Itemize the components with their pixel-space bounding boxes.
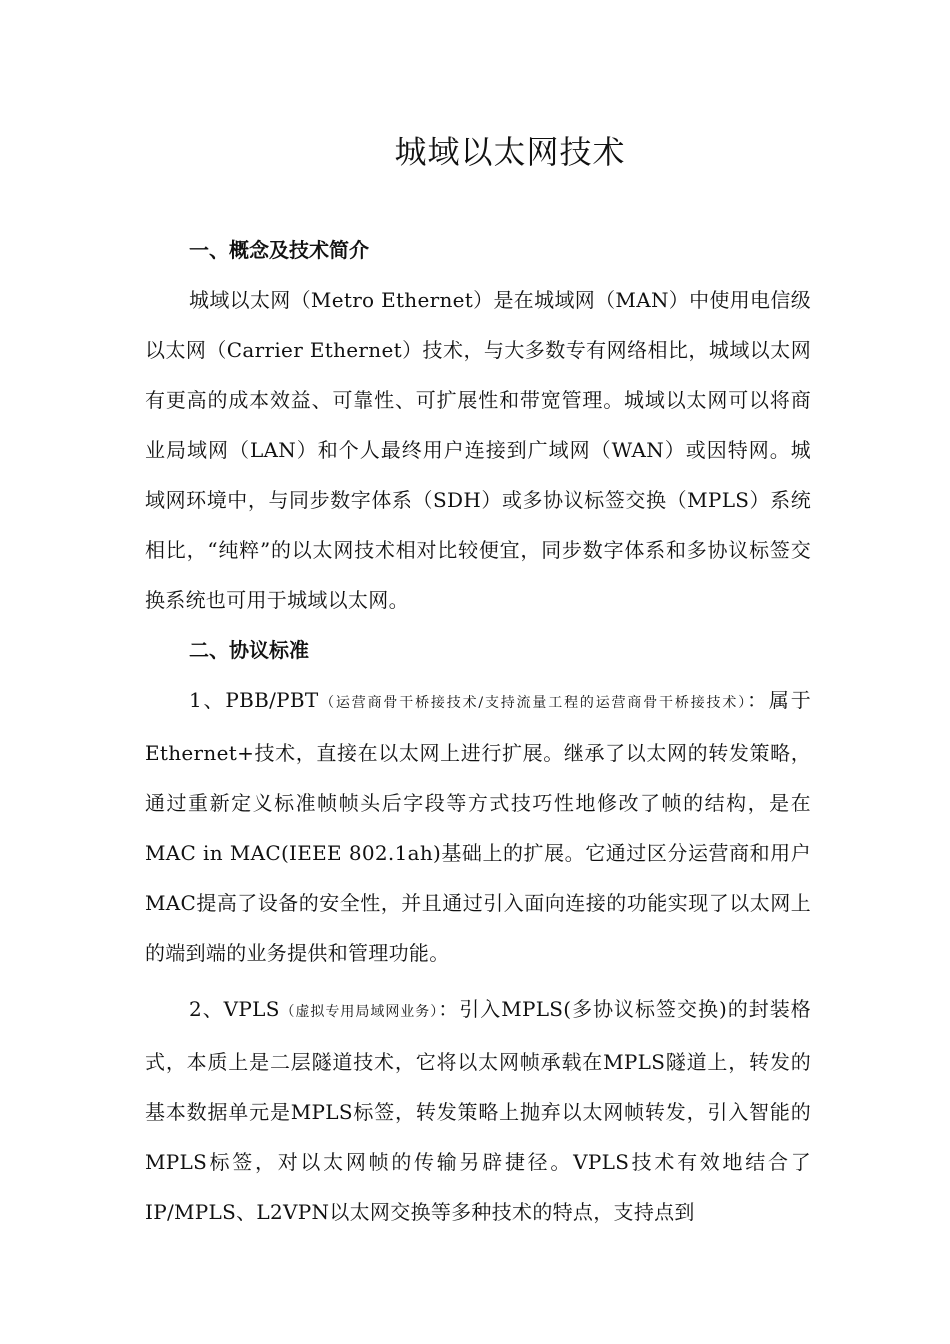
paragraph-concept: 城域以太网（Metro Ethernet）是在城域网（MAN）中使用电信级以太网（Carrier Ethernet）技术，与大多数专有网络相比，城域以太网有更高的成本效益、可靠性、可扩展性和带宽管理。城域以太网可以将商业局域网（LAN）和个人最终用户连接到广域网（WAN）或因特网。城域网环境中，与同步数字体系（SDH）或多协议标签交换（MPLS）系统相比，“纯粹”的以太网技术相对比较便宜，同步数字体系和多协议标签交换系统也可用于城域以太网。 (145, 288, 811, 612)
section-heading-concept: 一、概念及技术简介 (189, 238, 369, 262)
section-heading-protocols: 二、协议标准 (189, 638, 309, 662)
pbb-pbt-note: （运营商骨干桥接技术/支持流量工程的运营商骨干桥接技术） (318, 695, 748, 711)
vpls-lead: 2、VPLS (189, 997, 280, 1021)
pbb-pbt-text: ：属于Ethernet+技术，直接在以太网上进行扩展。继承了以太网的转发策略，通过重新定义标准帧帧头后字段等方式技巧性地修改了帧的结构，是在MAC in MAC(IEEE 802.1ah)基础上的扩展。它通过区分运营商和用户MAC提高了设备的安全性，并且通过引入面向连接的功能实现了以太网上的端到端的业务提供和管理功能。 (145, 688, 811, 965)
pbb-pbt-lead: 1、PBB/PBT (189, 688, 319, 712)
paragraph-pbb-pbt (145, 675, 811, 978)
vpls-text: ：引入MPLS(多协议标签交换)的封装格式，本质上是二层隧道技术，它将以太网帧承载在MPLS隧道上，转发的基本数据单元是MPLS标签，转发策略上抛弃以太网帧转发，引入智能的MPLS标签，对以太网帧的传输另辟捷径。VPLS技术有效地结合了IP/MPLS、L2VPN以太网交换等多种技术的特点，支持点到 (145, 997, 811, 1224)
document-body (145, 225, 811, 1237)
document-title: 城域以太网技术 (394, 133, 626, 171)
paragraph-vpls (145, 984, 811, 1237)
vpls-note: （虚拟专用局域网业务） (279, 1004, 439, 1020)
